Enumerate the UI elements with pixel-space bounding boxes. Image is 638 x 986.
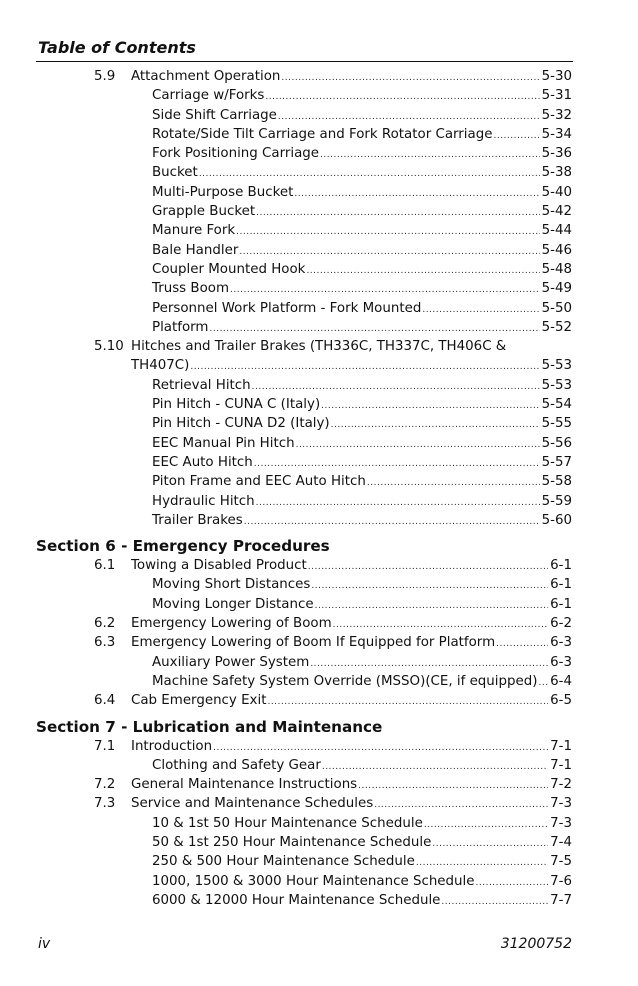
toc-entry-title: Bucket: [152, 165, 198, 181]
toc-entry[interactable]: [0, 453, 638, 472]
toc-entry-line: [152, 492, 572, 513]
toc-entry-title: Emergency Lowering of Boom: [131, 616, 332, 632]
toc-entry-line: [152, 852, 572, 873]
toc-entry[interactable]: [0, 125, 638, 144]
toc-entry-page: 6-3: [550, 654, 572, 670]
toc-entry-line: [152, 453, 572, 474]
toc-entry[interactable]: [0, 794, 638, 813]
footer-page-number: iv: [38, 936, 51, 952]
toc-entry-page: 5-30: [541, 69, 572, 84]
toc-entry-title: Platform: [152, 319, 209, 335]
toc-entry[interactable]: [0, 511, 638, 530]
toc-entry-page: 7-7: [550, 892, 572, 908]
toc-entry-page: 5-44: [541, 223, 572, 239]
toc-entry-page: 5-52: [541, 319, 572, 335]
toc-entry-title: Clothing and Safety Gear: [152, 757, 321, 773]
toc-entry[interactable]: [0, 434, 638, 453]
toc-entry-line: [152, 814, 572, 835]
toc-entry-line: [152, 672, 572, 693]
toc-entry-title: Rotate/Side Tilt Carriage and Fork Rotator Carriage: [152, 126, 493, 142]
toc-entry-title: Carriage w/Forks: [152, 88, 265, 104]
toc-entry-page: 7-6: [550, 873, 572, 889]
toc-entry[interactable]: [0, 221, 638, 240]
toc-entry-title: 10 & 1st 50 Hour Maintenance Schedule: [152, 815, 423, 831]
toc-entry-page: 5-60: [541, 512, 572, 528]
toc-entry[interactable]: [0, 163, 638, 182]
toc-entry-title: Moving Longer Distance: [152, 596, 314, 612]
header-divider: [36, 61, 573, 62]
toc-entry-line: [152, 653, 572, 674]
toc-entry-page: 6-5: [550, 693, 572, 709]
toc-entry-page: 5-46: [541, 242, 572, 258]
toc-entry-title: Personnel Work Platform - Fork Mounted: [152, 300, 422, 316]
toc-entry-line: [152, 279, 572, 300]
toc-entry-page: 5-58: [541, 474, 572, 490]
toc-entry-page: 5-59: [541, 493, 572, 509]
toc-entry-page: 7-2: [550, 777, 572, 793]
toc-entry-title: Machine Safety System Override (MSSO)(CE, if equipped): [152, 673, 538, 689]
toc-entry-page: 5-32: [541, 107, 572, 123]
toc-entry-line: [152, 395, 572, 416]
toc-entry[interactable]: [0, 691, 638, 710]
toc-entry-page: 5-34: [541, 126, 572, 142]
toc-entry-line: [131, 67, 572, 88]
toc-entry-title: Cab Emergency Exit: [131, 693, 267, 709]
toc-entry-line: [152, 144, 572, 165]
toc-entry-line: [152, 221, 572, 242]
toc-entry-page: 5-49: [541, 281, 572, 297]
toc-entry-title: Piton Frame and EEC Auto Hitch: [152, 474, 366, 490]
toc-entry-line: [152, 756, 572, 777]
toc-entry-line: [152, 299, 572, 320]
toc-entry-title: Emergency Lowering of Boom If Equipped for Platform: [131, 635, 496, 651]
toc-entry-title: Introduction: [131, 738, 213, 754]
toc-entry-line: [131, 633, 572, 654]
toc-entry-line: [152, 125, 572, 146]
toc-entry[interactable]: [0, 86, 638, 105]
toc-entry[interactable]: [0, 202, 638, 221]
toc-entry-line: [131, 737, 572, 758]
toc-entry[interactable]: [0, 775, 638, 794]
toc-entry-line: [131, 556, 572, 577]
toc-entry-page: 6-4: [550, 673, 572, 689]
toc-entry-title: Bale Handler: [152, 242, 239, 258]
toc-entry-page: 5-53: [541, 377, 572, 393]
toc-entry-title: Coupler Mounted Hook: [152, 261, 306, 277]
toc-entry-page: 6-3: [550, 635, 572, 651]
toc-entry-title: 250 & 500 Hour Maintenance Schedule: [152, 854, 415, 870]
footer-document-number: 31200752: [500, 936, 572, 952]
toc-entry-line: [152, 376, 572, 397]
toc-entry[interactable]: [0, 414, 638, 433]
toc-entry-number: 7.3: [94, 796, 116, 812]
toc-entry-page: 7-3: [550, 796, 572, 812]
toc-entry[interactable]: [0, 241, 638, 260]
toc-entry-title: General Maintenance Instructions: [131, 777, 358, 793]
toc-entry[interactable]: [0, 492, 638, 511]
toc-entry-page: 7-1: [550, 738, 572, 754]
toc-entry-page: 5-53: [541, 358, 572, 374]
dot-leader: [441, 893, 548, 912]
toc-entry-page: 6-2: [550, 616, 572, 632]
toc-entry[interactable]: [0, 737, 638, 756]
toc-entry-line: [152, 183, 572, 204]
toc-entry[interactable]: [0, 556, 638, 575]
toc-entry-title: Towing a Disabled Product: [131, 558, 307, 574]
toc-entry-line: [152, 472, 572, 493]
toc-entry-page: 5-36: [541, 146, 572, 162]
toc-entry[interactable]: [0, 299, 638, 318]
toc-entry-line: [152, 434, 572, 455]
toc-entry-title: Trailer Brakes: [152, 512, 243, 528]
table-of-contents: [0, 67, 638, 910]
toc-entry-number: 6.1: [94, 558, 116, 574]
toc-entry-title: Hitches and Trailer Brakes (TH336C, TH337C, TH406C &: [131, 339, 507, 355]
toc-entry-title: Moving Short Distances: [152, 577, 311, 593]
toc-entry-line: [131, 337, 572, 356]
toc-entry-page: 6-1: [550, 596, 572, 612]
toc-entry-title: 6000 & 12000 Hour Maintenance Schedule: [152, 892, 441, 908]
toc-entry-title: 50 & 1st 250 Hour Maintenance Schedule: [152, 834, 432, 850]
toc-entry-line: [152, 891, 572, 912]
toc-entry-page: 5-55: [541, 416, 572, 432]
toc-entry[interactable]: [0, 872, 638, 891]
toc-entry-title: Attachment Operation: [131, 69, 281, 84]
toc-entry-page: 7-1: [550, 757, 572, 773]
toc-entry-line: [152, 163, 572, 184]
toc-entry-title: Multi-Purpose Bucket: [152, 184, 294, 200]
toc-entry[interactable]: [0, 106, 638, 125]
toc-entry-title: Pin Hitch - CUNA D2 (Italy): [152, 416, 330, 432]
toc-entry[interactable]: [0, 144, 638, 163]
toc-entry-page: 5-54: [541, 397, 572, 413]
toc-entry-line: [152, 106, 572, 127]
toc-entry-number: 6.4: [94, 693, 116, 709]
toc-entry-page: 7-3: [550, 815, 572, 831]
toc-entry-title: Retrieval Hitch: [152, 377, 251, 393]
toc-entry-line: [131, 794, 572, 815]
toc-entry-line: [152, 414, 572, 435]
toc-entry-title: Pin Hitch - CUNA C (Italy): [152, 397, 321, 413]
toc-entry[interactable]: [0, 279, 638, 298]
toc-entry-title: TH407C): [131, 358, 190, 374]
toc-entry[interactable]: [0, 376, 638, 395]
toc-entry-line: [131, 691, 572, 712]
toc-entry[interactable]: [0, 756, 638, 775]
toc-entry-page: 5-48: [541, 261, 572, 277]
toc-entry[interactable]: [0, 653, 638, 672]
toc-entry[interactable]: [0, 833, 638, 852]
toc-entry[interactable]: [0, 575, 638, 594]
toc-entry-title: Side Shift Carriage: [152, 107, 277, 123]
toc-entry[interactable]: [0, 672, 638, 691]
toc-entry[interactable]: [0, 337, 638, 356]
toc-entry-number: 6.3: [94, 635, 116, 651]
toc-entry[interactable]: [0, 260, 638, 279]
toc-entry-title: EEC Manual Pin Hitch: [152, 435, 295, 451]
toc-entry-page: 6-1: [550, 577, 572, 593]
toc-entry[interactable]: [0, 614, 638, 633]
toc-entry-page: 5-57: [541, 454, 572, 470]
toc-entry-page: 5-50: [541, 300, 572, 316]
toc-entry-title: EEC Auto Hitch: [152, 454, 253, 470]
toc-entry-page: 5-31: [541, 88, 572, 104]
page-header-title: Table of Contents: [38, 38, 196, 57]
toc-entry-line: [152, 318, 572, 339]
toc-entry-title: 1000, 1500 & 3000 Hour Maintenance Schedule: [152, 873, 475, 889]
toc-entry-line: [152, 595, 572, 616]
toc-entry-line: [131, 614, 572, 635]
toc-entry-line: [152, 833, 572, 854]
toc-entry-number: 7.2: [94, 777, 116, 793]
toc-entry[interactable]: [0, 356, 638, 375]
section-heading: Section 6 - Emergency Procedures: [36, 537, 330, 556]
section-heading: Section 7 - Lubrication and Maintenance: [36, 717, 383, 736]
toc-entry-number: 7.1: [94, 738, 116, 754]
toc-entry[interactable]: [0, 395, 638, 414]
toc-entry-title: Service and Maintenance Schedules: [131, 796, 374, 812]
toc-entry-page: 7-5: [550, 854, 572, 870]
toc-entry-page: 5-40: [541, 184, 572, 200]
toc-entry-title: Fork Positioning Carriage: [152, 146, 320, 162]
toc-entry-line: [131, 775, 572, 796]
toc-entry-line: [152, 86, 572, 107]
toc-entry-number: 6.2: [94, 616, 116, 632]
toc-entry[interactable]: [0, 595, 638, 614]
toc-entry-line: [152, 260, 572, 281]
toc-entry-page: 6-1: [550, 558, 572, 574]
toc-entry-number: 5.9: [94, 69, 116, 84]
toc-entry-line: [152, 575, 572, 596]
toc-entry[interactable]: [0, 472, 638, 491]
toc-entry-title: Hydraulic Hitch: [152, 493, 255, 509]
toc-entry-line: [131, 356, 572, 377]
toc-entry-title: Truss Boom: [152, 281, 230, 297]
toc-entry[interactable]: [0, 633, 638, 652]
toc-entry[interactable]: [0, 67, 638, 86]
toc-entry-number: 5.10: [94, 339, 124, 355]
toc-entry-title: Grapple Bucket: [152, 204, 256, 220]
toc-entry[interactable]: [0, 318, 638, 337]
toc-entry-line: [152, 202, 572, 223]
toc-entry-title: Manure Fork: [152, 223, 236, 239]
toc-entry-title: Auxiliary Power System: [152, 654, 310, 670]
toc-entry-line: [152, 511, 572, 532]
toc-entry-page: 5-42: [541, 204, 572, 220]
toc-entry[interactable]: [0, 183, 638, 202]
toc-entry-line: [152, 241, 572, 262]
toc-entry-page: 5-38: [541, 165, 572, 181]
toc-entry-page: 7-4: [550, 834, 572, 850]
toc-entry-line: [152, 872, 572, 893]
toc-entry-page: 5-56: [541, 435, 572, 451]
toc-entry[interactable]: [0, 891, 638, 910]
toc-entry[interactable]: [0, 814, 638, 833]
toc-entry[interactable]: [0, 852, 638, 871]
